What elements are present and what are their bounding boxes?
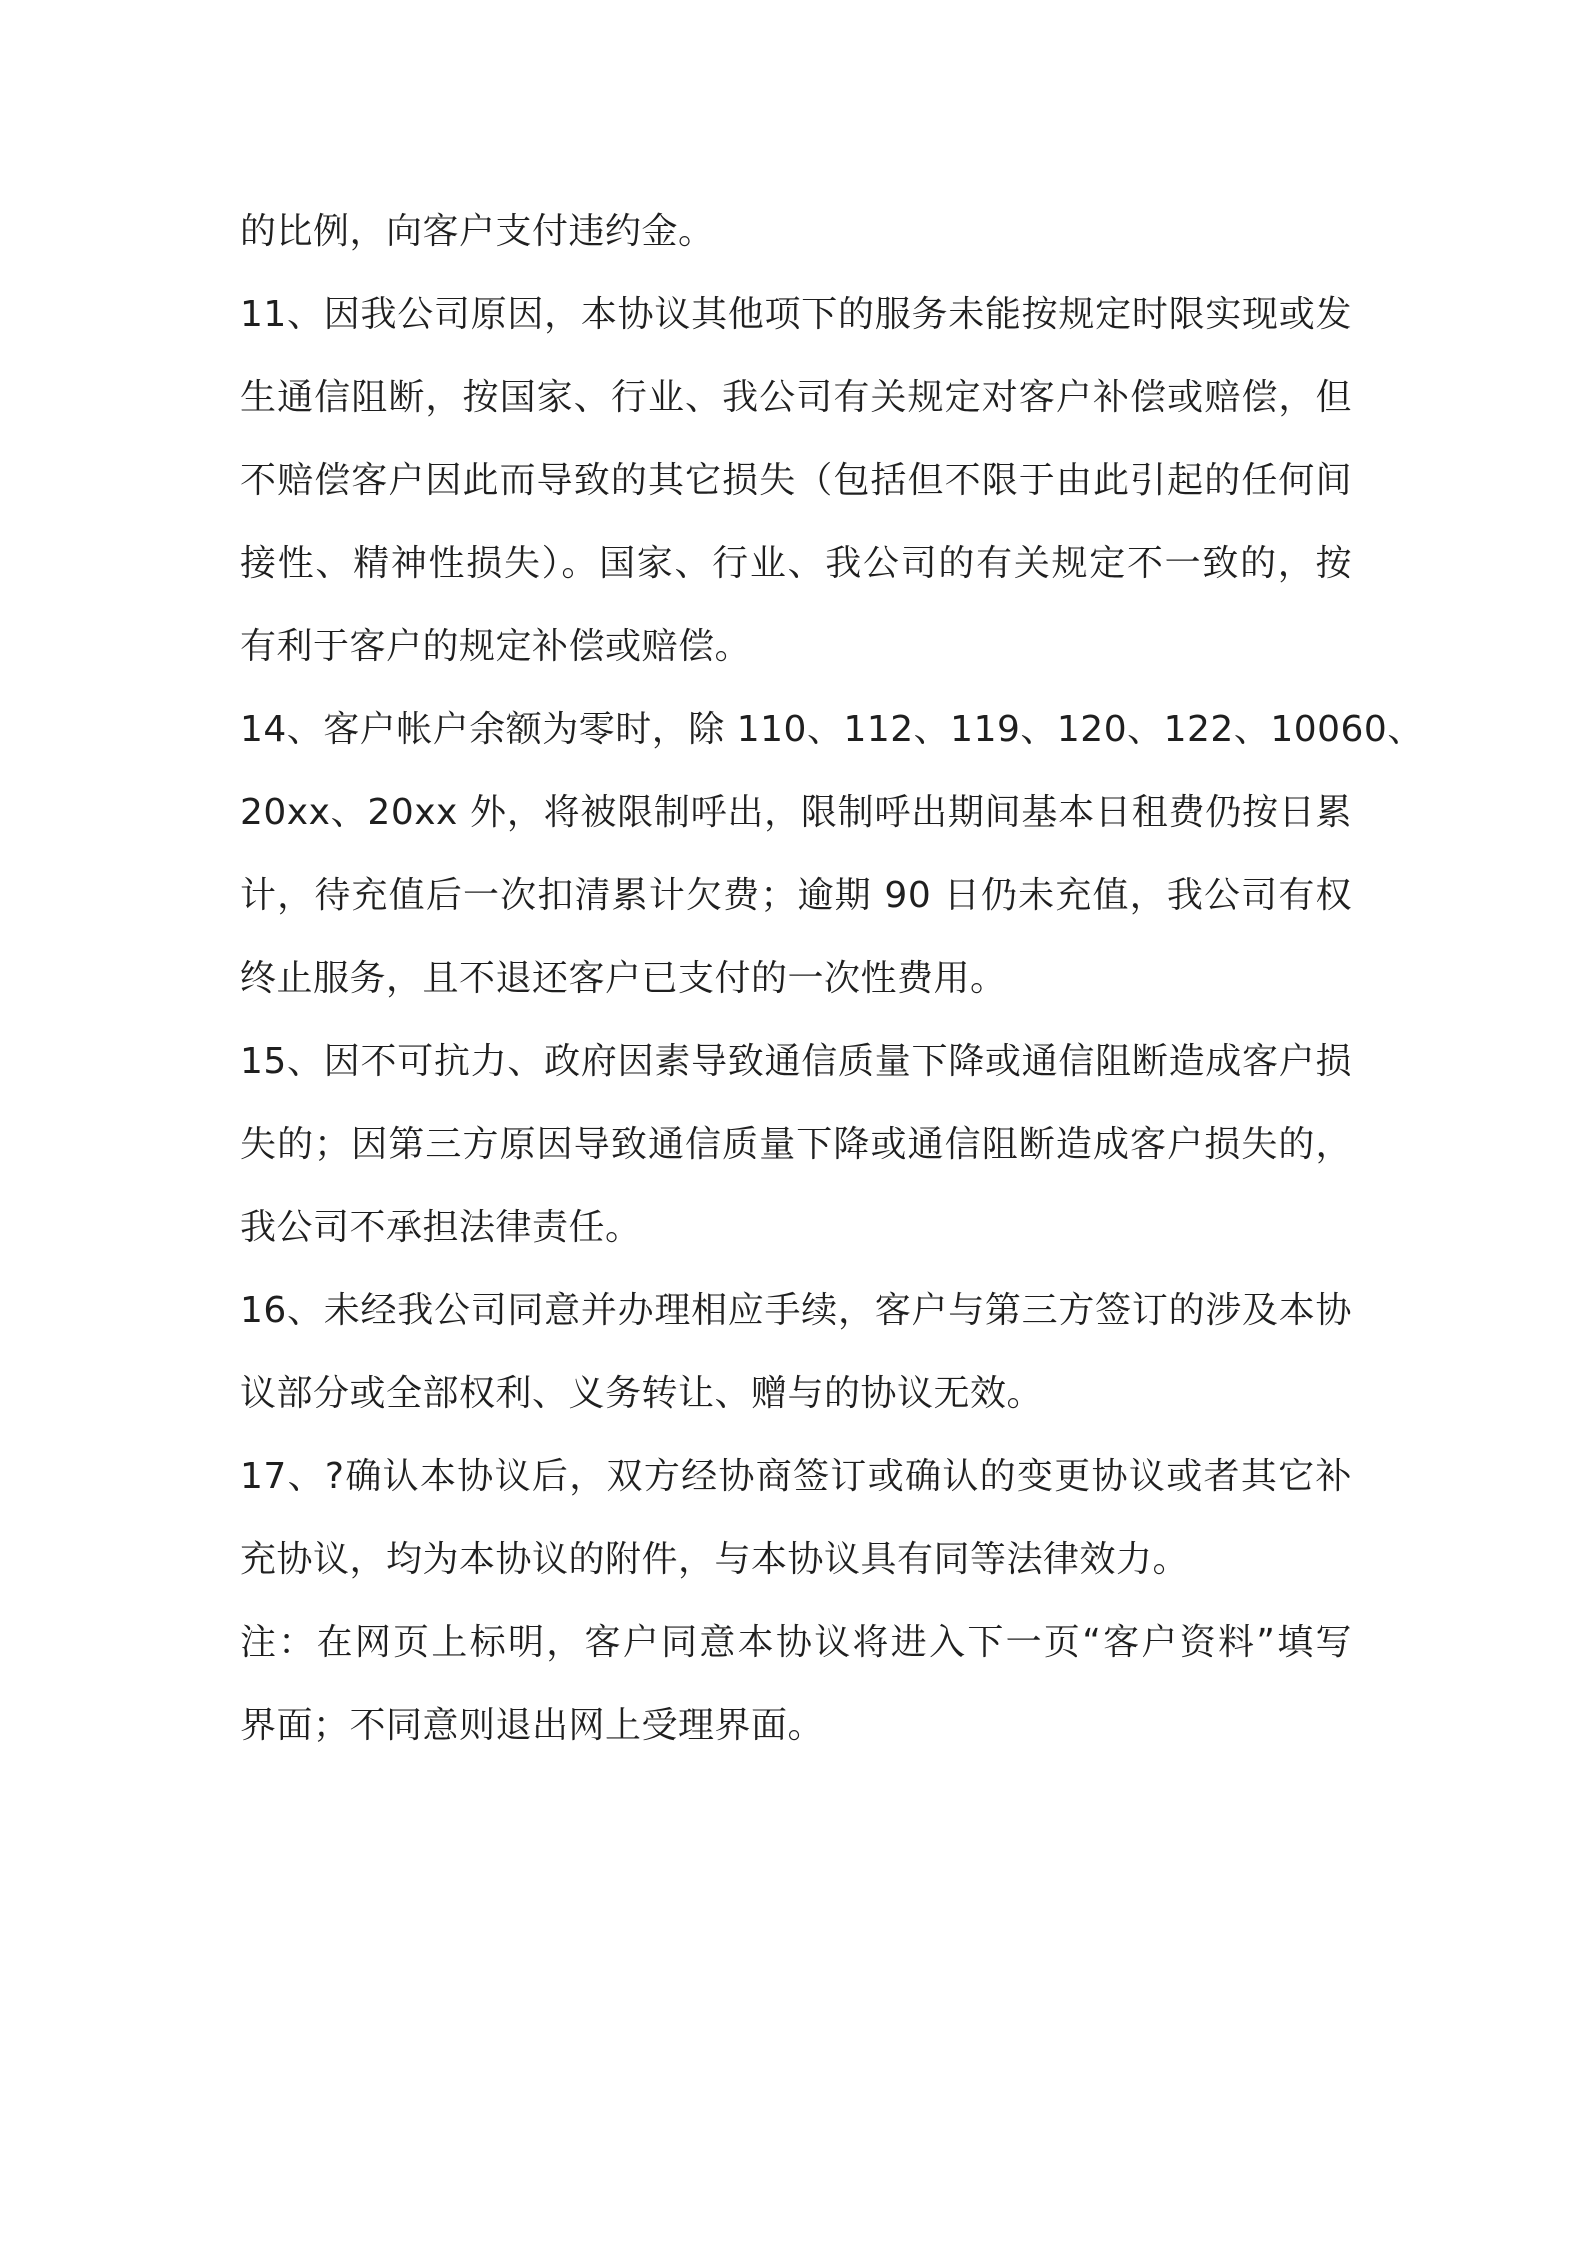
text-line: 14、客户帐户余额为零时，除 110、112、119、120、122、10060、 — [240, 709, 1424, 750]
text-line: 16、未经我公司同意并办理相应手续，客户与第三方签订的涉及本协 — [240, 1290, 1352, 1331]
text-line: 计，待充值后一次扣清累计欠费；逾期 90 日仍未充值，我公司有权 — [240, 875, 1352, 916]
text-line: 终止服务，且不退还客户已支付的一次性费用。 — [240, 958, 1007, 999]
text-line: 接性、精神性损失）。国家、行业、我公司的有关规定不一致的，按 — [240, 543, 1352, 584]
text-line: 有利于客户的规定补偿或赔偿。 — [240, 626, 752, 667]
text-line: 17、?确认本协议后，双方经协商签订或确认的变更协议或者其它补 — [240, 1456, 1352, 1497]
text-line: 11、因我公司原因，本协议其他项下的服务未能按规定时限实现或发 — [240, 294, 1352, 335]
text-line: 失的；因第三方原因导致通信质量下降或通信阻断造成客户损失的， — [240, 1124, 1352, 1165]
text-line: 我公司不承担法律责任。 — [240, 1207, 642, 1248]
text-line: 界面；不同意则退出网上受理界面。 — [240, 1705, 825, 1746]
text-line: 生通信阻断，按国家、行业、我公司有关规定对客户补偿或赔偿，但 — [240, 377, 1352, 418]
text-line: 不赔偿客户因此而导致的其它损失（包括但不限于由此引起的任何间 — [240, 460, 1352, 501]
text-line: 的比例，向客户支付违约金。 — [240, 211, 715, 252]
text-line: 充协议，均为本协议的附件，与本协议具有同等法律效力。 — [240, 1539, 1190, 1580]
text-line: 15、因不可抗力、政府因素导致通信质量下降或通信阻断造成客户损 — [240, 1041, 1352, 1082]
text-line: 注：在网页上标明，客户同意本协议将进入下一页“客户资料”填写 — [240, 1622, 1352, 1663]
text-line: 20xx、20xx 外，将被限制呼出，限制呼出期间基本日租费仍按日累 — [240, 792, 1352, 833]
document-body — [240, 190, 1424, 1767]
text-line: 议部分或全部权利、义务转让、赠与的协议无效。 — [240, 1373, 1044, 1414]
